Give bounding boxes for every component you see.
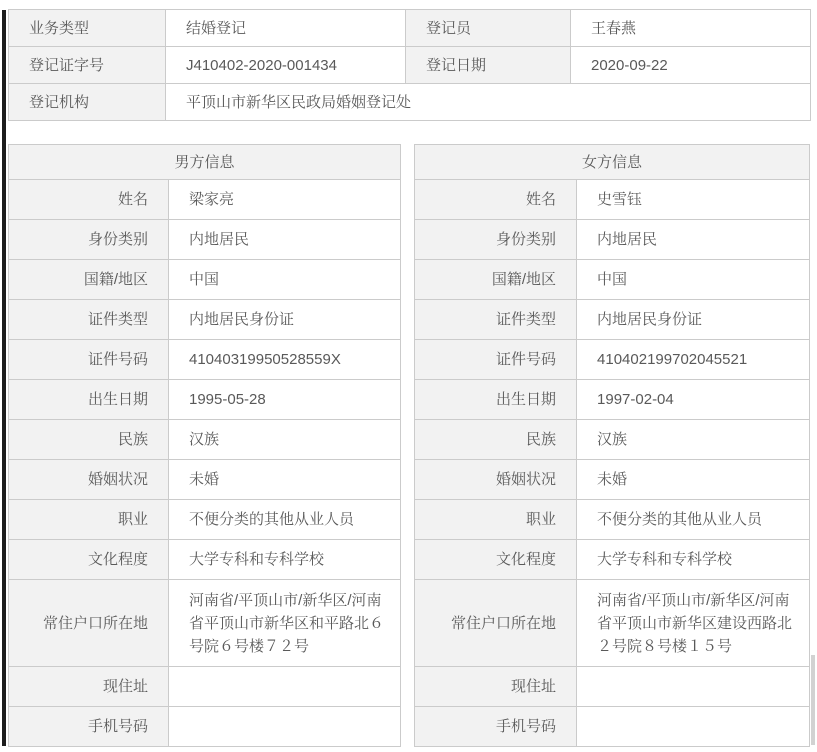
table-row [415, 220, 810, 260]
table-row [9, 10, 811, 47]
table-row [415, 180, 810, 220]
ethnicity-label: 民族 [415, 420, 577, 460]
nationality-value: 中国 [577, 260, 810, 300]
id-type-value: 内地居民身份证 [577, 300, 810, 340]
identity-category-label: 身份类别 [9, 220, 169, 260]
occupation-value: 不便分类的其他从业人员 [577, 500, 810, 540]
table-row [9, 84, 811, 121]
table-row [415, 340, 810, 380]
current-address-value [169, 667, 401, 707]
table-row [415, 460, 810, 500]
identity-category-value: 内地居民 [169, 220, 401, 260]
education-label: 文化程度 [415, 540, 577, 580]
current-address-label: 现住址 [9, 667, 169, 707]
household-address-label: 常住户口所在地 [415, 580, 577, 667]
table-row [9, 180, 401, 220]
nationality-label: 国籍/地区 [9, 260, 169, 300]
education-value: 大学专科和专科学校 [169, 540, 401, 580]
registration-date-value: 2020-09-22 [571, 47, 811, 84]
table-row [9, 300, 401, 340]
ethnicity-value: 汉族 [577, 420, 810, 460]
current-address-label: 现住址 [415, 667, 577, 707]
table-row [415, 667, 810, 707]
occupation-label: 职业 [9, 500, 169, 540]
person-tables [8, 144, 810, 747]
male-info-table [8, 144, 401, 747]
certificate-number-label: 登记证字号 [9, 47, 166, 84]
table-row [9, 580, 401, 667]
table-row [9, 500, 401, 540]
male-info-title: 男方信息 [9, 145, 401, 180]
id-number-label: 证件号码 [9, 340, 169, 380]
table-header-row [415, 145, 810, 180]
id-number-value: 41040319950528559X [169, 340, 401, 380]
birth-date-label: 出生日期 [9, 380, 169, 420]
table-row [415, 380, 810, 420]
birth-date-value: 1995-05-28 [169, 380, 401, 420]
table-row [415, 500, 810, 540]
identity-category-label: 身份类别 [415, 220, 577, 260]
mobile-number-value [577, 707, 810, 747]
nationality-value: 中国 [169, 260, 401, 300]
business-type-value: 结婚登记 [166, 10, 406, 47]
scrollbar-fragment[interactable] [811, 655, 815, 745]
marital-status-value: 未婚 [169, 460, 401, 500]
table-row [9, 420, 401, 460]
marital-status-value: 未婚 [577, 460, 810, 500]
registrar-label: 登记员 [406, 10, 571, 47]
table-header-row [9, 145, 401, 180]
occupation-label: 职业 [415, 500, 577, 540]
current-address-value [577, 667, 810, 707]
name-label: 姓名 [415, 180, 577, 220]
id-type-label: 证件类型 [415, 300, 577, 340]
table-row [9, 460, 401, 500]
name-value: 梁家亮 [169, 180, 401, 220]
mobile-number-value [169, 707, 401, 747]
occupation-value: 不便分类的其他从业人员 [169, 500, 401, 540]
table-row [9, 380, 401, 420]
table-row [415, 707, 810, 747]
table-row [9, 220, 401, 260]
table-row [415, 260, 810, 300]
table-row [9, 340, 401, 380]
table-row [415, 420, 810, 460]
table-row [9, 540, 401, 580]
marital-status-label: 婚姻状况 [415, 460, 577, 500]
id-number-label: 证件号码 [415, 340, 577, 380]
certificate-number-value: J410402-2020-001434 [166, 47, 406, 84]
table-row [415, 580, 810, 667]
table-row [415, 540, 810, 580]
id-type-label: 证件类型 [9, 300, 169, 340]
registrar-value: 王春燕 [571, 10, 811, 47]
education-value: 大学专科和专科学校 [577, 540, 810, 580]
table-row [9, 667, 401, 707]
registration-date-label: 登记日期 [406, 47, 571, 84]
marital-status-label: 婚姻状况 [9, 460, 169, 500]
table-row [415, 300, 810, 340]
id-type-value: 内地居民身份证 [169, 300, 401, 340]
household-address-label: 常住户口所在地 [9, 580, 169, 667]
identity-category-value: 内地居民 [577, 220, 810, 260]
nationality-label: 国籍/地区 [415, 260, 577, 300]
mobile-number-label: 手机号码 [415, 707, 577, 747]
registration-summary-table [8, 9, 811, 121]
birth-date-value: 1997-02-04 [577, 380, 810, 420]
registration-agency-label: 登记机构 [9, 84, 166, 121]
female-info-title: 女方信息 [415, 145, 810, 180]
registration-record [8, 9, 810, 747]
household-address-value: 河南省/平顶山市/新华区/河南省平顶山市新华区建设西路北２号院８号楼１５号 [577, 580, 810, 667]
mobile-number-label: 手机号码 [9, 707, 169, 747]
registration-agency-value: 平顶山市新华区民政局婚姻登记处 [166, 84, 811, 121]
name-value: 史雪钰 [577, 180, 810, 220]
ethnicity-label: 民族 [9, 420, 169, 460]
name-label: 姓名 [9, 180, 169, 220]
table-row [9, 707, 401, 747]
education-label: 文化程度 [9, 540, 169, 580]
birth-date-label: 出生日期 [415, 380, 577, 420]
id-number-value: 410402199702045521 [577, 340, 810, 380]
business-type-label: 业务类型 [9, 10, 166, 47]
female-info-table [414, 144, 810, 747]
page-left-edge-strip [2, 10, 6, 746]
ethnicity-value: 汉族 [169, 420, 401, 460]
table-row [9, 47, 811, 84]
household-address-value: 河南省/平顶山市/新华区/河南省平顶山市新华区和平路北６号院６号楼７２号 [169, 580, 401, 667]
table-row [9, 260, 401, 300]
